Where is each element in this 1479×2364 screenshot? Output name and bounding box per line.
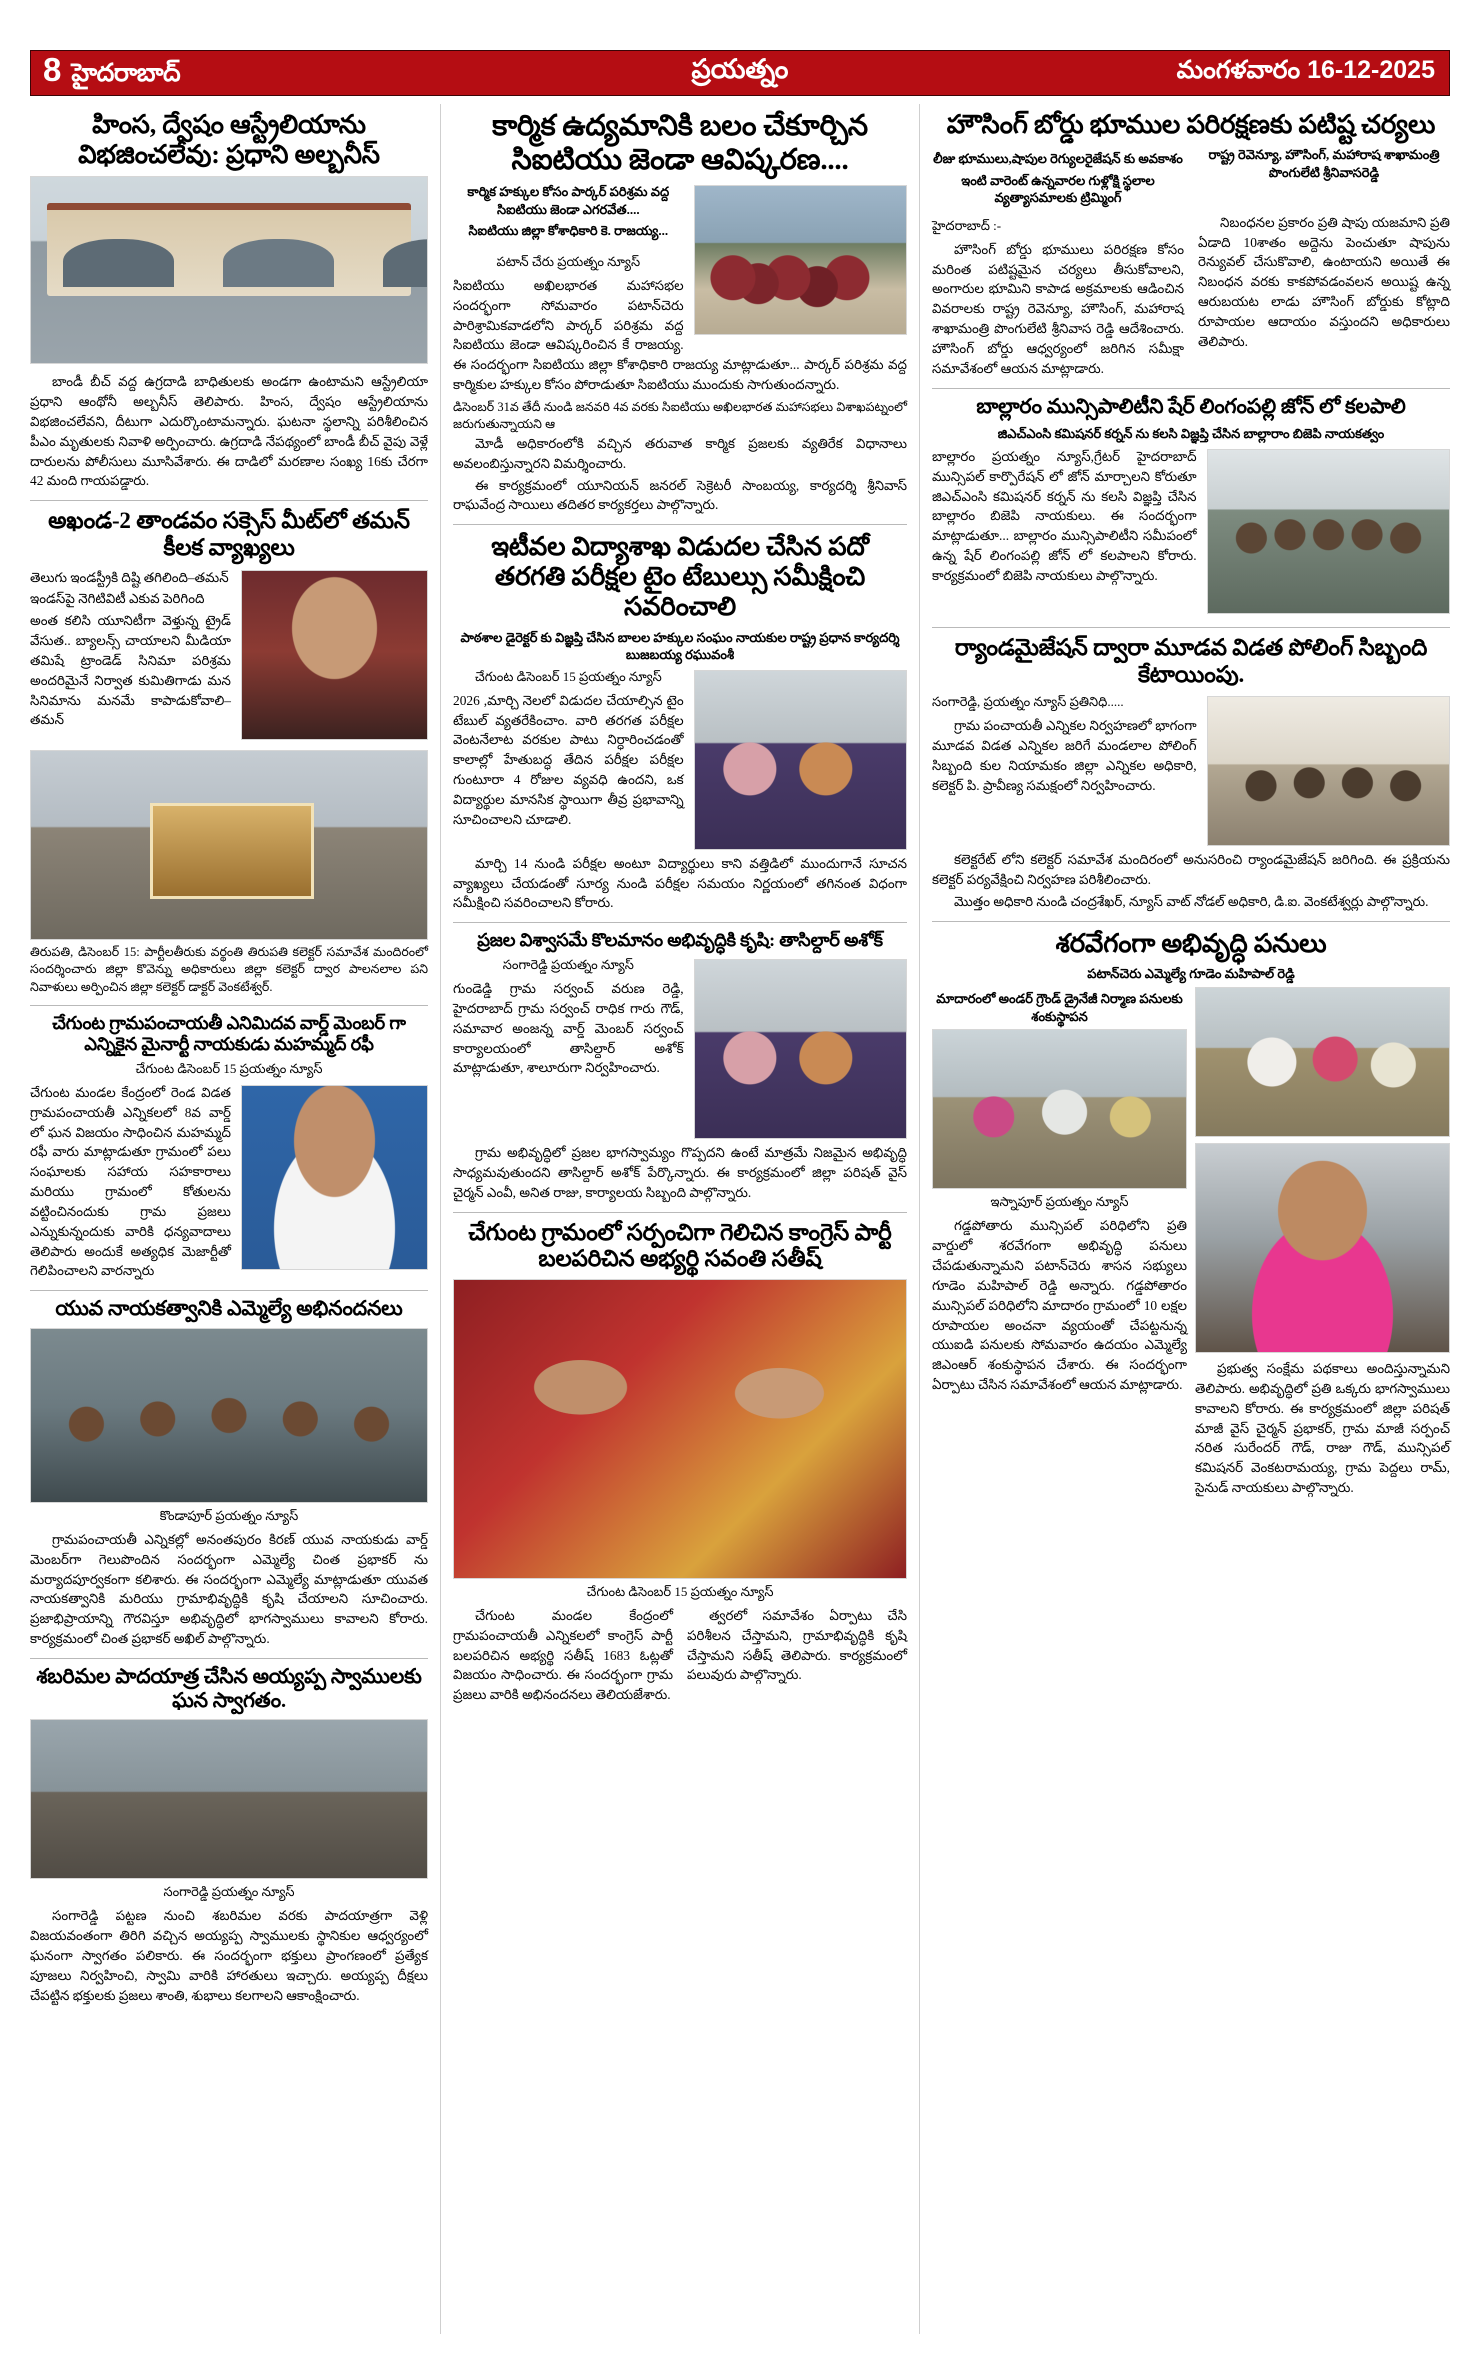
mohammad-rafi-photo bbox=[241, 1085, 428, 1270]
kicker-line-2: మాదారంలో అండర్ గ్రౌండ్ డ్రైనేజీ నిర్మాణ పనులకు శంకుస్థాపన bbox=[936, 991, 1183, 1025]
masthead-left bbox=[31, 50, 499, 94]
headline: బాల్లారం మున్సిపాలిటీని షేర్ లింగంపల్లి జోన్ లో కలపాలి bbox=[976, 395, 1406, 418]
sarpanch-couple-photo bbox=[453, 1279, 907, 1579]
officials-speaking-photo bbox=[694, 670, 907, 850]
article-body: హౌసింగ్ బోర్డు భూములు పరిరక్షణ కోసం మరింత పటిష్టమైన చర్యలు తీసుకోవాలని, అంగారుల భూమిని కాపాడ అక్రమాలకు ఆడించిన వివరాలకు రాష్ట్ర రెవెన్యూ, హౌసింగ్, మహారాష శాఖామంత్రి పొంగులేటి శ్రీనివాస రెడ్డి ఆదేశించారు. హౌసింగ్ బోర్డు ఆధ్వర్యంలో జరిగిన సమీక్షా సమావేశంలో ఆయన మాట్లాడారు. bbox=[932, 241, 1184, 376]
ayyappa-devotees-photo bbox=[30, 1719, 428, 1879]
article-body: అంత కలిసి యూనిటీగా వెళ్తున్న ట్రైడ్ వేసుత.. బ్యాలన్స్ చాయాలని మీడియా తమిషే ట్రాండెడ్ సినిమా పరిశ్రమ అందరిమైనే నిర్వాత కుమితిగాడు మన సినిమాను మనమే కాపాడుకోవాలి–తమన్ bbox=[30, 613, 231, 728]
bjp-leaders-meeting-photo bbox=[1207, 449, 1450, 614]
kicker-line-1: లీజు భూములు,షాపుల రెగ్యులరైజేషన్ కు అవకాశం bbox=[933, 151, 1183, 167]
kicker-line-3: రాష్ట్ర రెవెన్యూ, హౌసింగ్, మహారాష శాఖామంత్రి పొంగులేటి శ్రీనివాసరెడ్డి bbox=[1208, 147, 1440, 180]
divider bbox=[30, 1005, 428, 1006]
divider bbox=[30, 1290, 428, 1291]
article-citu-flag bbox=[453, 110, 907, 515]
article-rafi bbox=[30, 1013, 428, 1281]
article-body-2: నిబంధనల ప్రకారం ప్రతి షాపు యజమాని ప్రతి ఏడాది 10శాతం అద్దెను పెంచుతూ షాపును రెన్యువల్ చేసుకొవాలి, ఉంటాయని అయితే ఈ నిబంధన వరకు కాకపోవడంవలన అయిష్ట ఉన్న ఆరుబయట లాడు హౌసింగ్ బోర్డుకు కోట్లాది రూపాయల ఆదాయం వస్తుందని అధికారులు తెలిపారు. bbox=[1198, 214, 1450, 349]
column-right bbox=[920, 104, 1450, 2334]
date-line: మంగళవారం 16-12-2025 bbox=[1176, 55, 1435, 84]
headline: కార్మిక ఉద్యమానికి బలం చేకూర్చిన సిఐటియు జెండా ఆవిష్కరణ.... bbox=[492, 110, 868, 176]
byline: చేగుంట డిసెంబర్ 15 ప్రయత్నం న్యూస్ bbox=[586, 1583, 774, 1599]
headline: అఖండ-2 తాండవం సక్సెస్ మీట్‌లో తమన్ కీలక వ్యాఖ్యలు bbox=[48, 508, 410, 560]
article-body: గ్రామ పంచాయతీ ఎన్నికల నిర్వహణలో భాగంగా మూడవ విడత ఎన్నికల జరిగే మండలాల పోలింగ్ సిబ్బంది కుల నియామకం జిల్లా ఎన్నికల అధికారి, కలెక్టర్ పి. ప్రావీణ్య సమక్షంలో నిర్వహించారు. bbox=[932, 718, 1197, 793]
article-body: చేగుంట మండల కేంద్రంలో రెండ విడత గ్రామపంచాయతీ ఎన్నికలలో 8వ వార్డ్ లో ఘన విజయం సాధించిన మహమ్మద్ రఫీ వారు మాట్లాడుతూ గ్రామంలో పలు సంఘాలకు సహాయ సహకారాలు మరియు గ్రామంలో కోతులను వట్టించినందుకు గ్రామ ప్రజలు ఎన్నుకున్నందుకు వారికి ధన్యవాదాలు తెలిపారు అందుకే అత్యధిక మెజార్టీతో గెలిపించాలని వారన్నారు bbox=[30, 1084, 231, 1279]
bondi-pavilion-photo bbox=[30, 176, 428, 364]
polling-randomization-photo bbox=[1207, 696, 1450, 846]
article-youth-leader bbox=[30, 1298, 428, 1649]
article-body-flow bbox=[453, 1606, 907, 1705]
kicker-line-1: పాఠశాల డైరెక్టర్ కు విజ్ఞప్తి చేసిన బాలల హక్కుల సంఘం నాయకుల రాష్ట్ర ప్రధాన కార్యదర్శి బుజబయ్య రఘువంశీ bbox=[460, 629, 900, 663]
byline: పటాన్ చేరు ప్రయత్నం న్యూస్ bbox=[496, 253, 641, 269]
headline: యువ నాయకత్వానికి ఎమ్మెల్యే అభినందనలు bbox=[55, 1298, 403, 1321]
byline: కొండాపూర్ ప్రయత్నం న్యూస్ bbox=[159, 1507, 299, 1523]
page-columns bbox=[30, 104, 1450, 2334]
article-body-3: మొత్తం అధికారి నుండి చంద్రశేఖర్, న్యూస్ వాట్ నోడల్ అధికారి, డి.ఐ. వెంకటేశ్వర్లు పాల్గొన్నారు. bbox=[954, 893, 1429, 909]
kicker-line-2: సిఐటియు జిల్లా కోశాధికారి కె. రాజయ్య... bbox=[468, 223, 669, 239]
headline: చేగుంట గ్రామంలో సర్పంచిగా గెలిచిన కాంగ్రెస్ పార్టీ బలపరిచిన అభ్యర్థి సవంతి సతీష్ bbox=[468, 1219, 892, 1272]
article-body-2: ప్రభుత్వ సంక్షేమ పథకాలు అందిస్తున్నామని తెలిపారు. అభివృద్ధిలో ప్రతి ఒక్కరు భాగస్వాములు కావాలని కోరారు. ఈ కార్యక్రమంలో జిల్లా పరిషత్ మాజీ వైస్ చైర్మన్ ప్రభాకర్, గ్రామ మాజీ సర్పంచ్ నరిత సురేందర్ గౌడ్, రాజు గౌడ్, మున్సిపల్ కమిషనర్ వెంకటరామయ్య, గ్రామ పెద్దలు రామ్, సైనుడ్ నాయకులు పాల్గొన్నారు. bbox=[1195, 1361, 1450, 1496]
dev-photo-row bbox=[932, 987, 1450, 1498]
photo-caption: డిసెంబర్ 31వ తేదీ నుండి జనవరి 4వ వరకు సిఐటియు అఖిలభారత మహాసభలు విశాఖపట్నంలో జరుగుతున్నాయని ఆ bbox=[453, 399, 907, 432]
mla-address-photo bbox=[932, 1029, 1187, 1189]
article-body: గ్రామపంచాయతీ ఎన్నికల్లో అనంతపురం కిరణ్ యువ నాయకుడు వార్డ్ మెంబర్‌గా గెలుపొందిన సందర్భంగా ఎమ్మెల్యే చింత ప్రభాకర్ ను మర్యాదపూర్వకంగా కలిశారు. ఈ సందర్భంగా ఎమ్మెల్యే మాట్లాడుతూ యువత నాయకత్వానికి మరియు గ్రామాభివృద్ధికి కృషి చేయాలని సూచించారు. ప్రజాభిప్రాయాన్ని గౌరవిస్తూ అభివృద్ధిలో భాగస్వాములు కావాలని కోరారు. కార్యక్రమంలో చింత ప్రభాకర్ అఖిల్ పాల్గొన్నారు. bbox=[30, 1531, 428, 1647]
article-body: సంగారెడ్డి పట్టణ నుంచి శబరిమల వరకు పాదయాత్రగా వెళ్లి విజయవంతంగా తిరిగి వచ్చిన అయ్యప్ప స్వాములకు స్థానికుల ఆధ్వర్యంలో ఘనంగా స్వాగతం పలికారు. ఈ సందర్భంగా భక్తులు ప్రాంగణంలో ప్రత్యేక పూజలు నిర్వహించి, స్వామి వారికి హారతులు ఇచ్చారు. అయ్యప్ప దీక్షలు చేపట్టిన భక్తులకు ప్రజలు శాంతి, శుభాలు కలగాలని ఆకాంక్షించారు. bbox=[30, 1908, 428, 2003]
article-body: 2026 ,మార్చి నెలలో విడుదల చేయాల్సిన టైం టేబుల్ వ్యతరేకించాం. వారి తరగత పరీక్షల వెంటనేలాట వరకుల పాటు నిర్ధారించడంతో కాలాల్లో హేతుబద్ధ తేదిన పరీక్షల పరీక్షల గుంటూరా 4 రోజుల వ్యవధి ఉందని, ఒక విద్యార్థుల మానసిక స్థాయిగా తీవ్ర ప్రభావాన్ని సూచించాలని చూడాలి. bbox=[453, 692, 684, 827]
column-mid bbox=[440, 104, 920, 2334]
tahsildar-felicitation-photo bbox=[694, 959, 907, 1139]
article-body: చేగుంట మండల కేంద్రంలో గ్రామపంచాయతీ ఎన్నికలలో కాంగ్రెస్ పార్టీ బలపరిచిన అభ్యర్థి సతీష్ 1683 ఓట్లతో విజయం సాధించారు. ఈ సందర్భంగా గ్రామ ప్రజలు వారికి అభినందనలు తెలియజేశారు. bbox=[453, 1607, 673, 1703]
article-body: బాల్లారం ప్రయత్నం న్యూస్,గ్రేటర్ హైదరాబాద్ మున్సిపల్ కార్పొరేషన్ లో జోన్ మార్చాలని కోరుతూ జిఎచ్ఎంసి కమిషనర్ కర్నన్ ను కలసి విజ్ఞప్తి చేసిన బాల్లారం బిజెపి నాయకులు. ఈ సందర్భంగా మాట్లాడుతూ... బాల్లారం మున్సిపాలిటీని సమీపంలో ఉన్న షేర్ లింగంపల్లి జోన్ లో కలపాలని కోరారు. కార్యక్రమంలో బిజెపి నాయకులు పాల్గొన్నారు. bbox=[932, 448, 1197, 583]
kicker-line-1: పటాన్‌చెరు ఎమ్మెల్యే గూడెం మహిపాల్ రెడ్డి bbox=[1087, 965, 1295, 981]
byline: ఇస్నాపూర్ ప్రయత్నం న్యూస్ bbox=[990, 1194, 1129, 1210]
article-body-2: మార్చి 14 నుండి పరీక్షల అంటూ విద్యార్థులు కాని వత్తిడిలో ముందుగానే సూచన వ్యాఖ్యలు చేయడంతో సూర్య నుండి పరీక్షల సమయం నిర్ణయంలో తగినంత విధంగా సమీక్షించి సవరించాలని కోరారు. bbox=[453, 855, 907, 911]
divider bbox=[453, 922, 907, 923]
article-body-2: మోడీ అధికారంలోకి వచ్చిన తరువాత కార్మిక ప్రజలకు వ్యతిరేక విధానాలు అవలంబిస్తున్నారని విమర్శించారు. bbox=[453, 435, 907, 471]
divider bbox=[932, 388, 1450, 389]
paper-title: ప్రయత్నం bbox=[691, 54, 789, 84]
headline: ఇటీవల విద్యాశాఖ విడుదల చేసిన పదో తరగతి పరీక్షల టైం టేబుల్సు సమీక్షించి సవరించాలి bbox=[491, 532, 869, 622]
housing-body-flow bbox=[932, 213, 1450, 379]
byline: చేగుంట డిసెంబర్ 15 ప్రయత్నం న్యూస్ bbox=[474, 668, 662, 684]
headline: ర్యాండమైజేషన్ ద్వారా మూడవ విడత పోలింగ్ సిబ్బంది కేటాయింపు. bbox=[954, 634, 1428, 687]
article-body: గడ్డపోతారు మున్సిపల్ పరిధిలోని ప్రతి వార్డులో శరవేగంగా అభివృద్ధి పనులు చేపడుతున్నామని పటాన్‌చెరు శాసన సభ్యులు గూడెం మహిపాల్ రెడ్డి అన్నారు. గడ్డపోతారం మున్సిపల్ పరిధిలోని మాదారం గ్రామంలో 10 లక్షల రూపాయల అంచనా వ్యయంతో చేపట్టనున్న యుఐడి పనులకు సోమవారం ఉదయం ఎమ్మెల్యే జిఎంఆర్ శంకుస్థాపన చేశారు. ఈ సందర్భంగా ఏర్పాటు చేసిన సమావేశంలో ఆయన మాట్లాడారు. bbox=[932, 1218, 1187, 1393]
article-body: బాండీ బీచ్ వద్ద ఉగ్రదాడి బాధితులకు అండగా ఉంటామని ఆస్ట్రేలియా ప్రధాని ఆంథోనీ అల్బనీస్ తెలిపారు. హింస, ద్వేషం ఆస్ట్రేలియాను విభజించలేవని, దీటుగా ఎదుర్కొంటామన్నారు. ఘటనా స్థలాన్ని పరిశీలించిన పీఎం మృతులకు నివాళి అర్పించారు. ఉగ్రదాడి నేపథ్యంలో బాండీ బీచ్ వైపు వెళ్లే దారులను పోలీసులు మూసివేశారు. ఈ దాడిలో మరణాల సంఖ్య 16కు చేరగా 42 మంది గాయపడ్డారు. bbox=[30, 374, 428, 489]
kicker-line-2: ఇంటి వారెంట్ ఉన్నవారల గుళ్లోక్షి స్థలాల వ్యత్యాసమాలకు ట్రిమ్మింగ్ bbox=[961, 172, 1155, 206]
bhoomi-puja-photo bbox=[1195, 987, 1450, 1137]
mla-portrait-photo bbox=[1195, 1143, 1450, 1353]
article-tahsildar bbox=[453, 930, 907, 1202]
housing-kicker-flow bbox=[932, 146, 1450, 207]
kicker-line-1: కార్మిక హక్కుల కోసం పార్కర్ పరిశ్రమ వద్ద సిఐటియు జెండా ఎగరవేత.... bbox=[467, 184, 670, 217]
headline: ప్రజల విశ్వాసమే కొలమానం అభివృద్ధికి కృషి: తాసిల్దార్ అశోక్ bbox=[477, 930, 883, 951]
divider bbox=[932, 921, 1450, 922]
photo-caption: తిరుపతి, డిసెంబర్ 15: పార్టీలతీరుకు వర్థంతి తిరుపతి కలెక్టర్ సమావేశ మందిరంలో సందర్శించారు జిల్లా కొవెన్ను అధికారులు జిల్లా కలెక్టర్ ద్వార పాలనలాల పని నివాళులు అర్పించిన జిల్లా కలెక్టర్ డాక్టర్ వెంకటేశ్వర్. bbox=[30, 944, 428, 994]
article-sabarimala bbox=[30, 1666, 428, 2006]
meet-stage-photo bbox=[30, 750, 428, 940]
article-body: సిఐటియు అఖిలభారత మహాసభల సందర్భంగా సోమవారం పటాన్‌చెరు పారిశ్రామికవాడలోని పార్కర్ పరిశ్రమ వద్ద సిఐటియు జెండా ఆవిష్కరించిన కే రాజయ్య. ఈ సందర్భంగా సిఐటియు జిల్లా కోశాధికారి రాజయ్య మాట్లాడుతూ... పార్కర్ పరిశ్రమ వద్ద కార్మికుల హక్కుల కోసం పోరాడుతూ సిఐటియు ముందుకు సాగుతుందన్నారు. bbox=[453, 277, 907, 393]
byline: సంగారెడ్డి, ప్రయత్నం న్యూస్ ప్రతినిధి..... bbox=[932, 694, 1124, 710]
article-ballaram-zone bbox=[932, 396, 1450, 618]
article-housing-board bbox=[932, 110, 1450, 379]
article-kicker-2: ఇండస్‌పై నెగిటివిటీ ఎకువ పెరిగింది bbox=[30, 591, 205, 607]
article-body-3: ఈ కార్యక్రమంలో యూనియన్ జనరల్ సెక్రెటరీ సాంబయ్య, కార్యదర్శి శ్రీనివాస్ రాఘవేంద్ర సాయిలు తదితర కార్యకర్తలు పాల్గొన్నారు. bbox=[453, 477, 907, 513]
divider bbox=[30, 1658, 428, 1659]
citu-flag-photo bbox=[694, 185, 907, 335]
article-albanese bbox=[30, 110, 428, 491]
headline: హౌసింగ్ బోర్డు భూముల పరిరక్షణకు పటిష్ట చర్యలు bbox=[946, 110, 1436, 139]
byline: హైదరాబాద్ :- bbox=[932, 217, 1002, 233]
article-exam-timetable bbox=[453, 532, 907, 913]
article-body-2: కలెక్టరేట్ లోని కలెక్టర్ సమావేశ మందిరంలో అనుసరించి ర్యాండమైజేషన్ జరిగింది. ఈ ప్రక్రియను కలెక్టర్ పర్యవేక్షించి నిర్వహణ పరిశీలించారు. bbox=[932, 852, 1450, 888]
article-body-2: గ్రామ అభివృద్ధిలో ప్రజల భాగస్వామ్యం గొప్పదని ఉంటే మాత్రమే నిజమైన అభివృద్ధి సాధ్యమవుతుందని తాసిల్దార్ అశోక్ పేర్కొన్నారు. ఈ కార్యక్రమంలో జిల్లా పరిషత్ వైస్ చైర్మన్ ఎంవీ, అనిత రాజు, కార్యాలయ సిబ్బంది పాల్గొన్నారు. bbox=[453, 1145, 907, 1200]
divider bbox=[30, 500, 428, 501]
headline: శబరిమల పాదయాత్ర చేసిన అయ్యప్ప స్వాములకు ఘన స్వాగతం. bbox=[36, 1665, 422, 1712]
article-development-works bbox=[932, 929, 1450, 1498]
article-body-2: త్వరలో సమావేశం ఏర్పాటు చేసి పరిశీలన చేస్తామని, గ్రామాభివృద్ధికి కృషి చేస్తామని సతీష్ తెలిపారు. కార్యక్రమంలో పలువురు పాల్గొన్నారు. bbox=[687, 1607, 907, 1683]
byline: చేగుంట డిసెంబర్ 15 ప్రయత్నం న్యూస్ bbox=[135, 1060, 323, 1076]
article-kicker-1: తెలుగు ఇండస్ట్రీకి దిష్టి తగిలింది–తమన్ bbox=[30, 569, 229, 585]
divider bbox=[453, 1212, 907, 1213]
column-left bbox=[30, 104, 440, 2334]
divider bbox=[932, 627, 1450, 628]
masthead bbox=[30, 50, 1450, 96]
garland-group-photo bbox=[30, 1328, 428, 1503]
byline: సంగారెడ్డి ప్రయత్నం న్యూస్ bbox=[502, 957, 634, 973]
article-body: గుండెడ్డి గ్రామ సర్వంచ్ వరుణ రెడ్డి, హైదరాబాద్ గ్రామ సర్వంచ్ రాధిక గారు గౌడ్, సమావార అంజన్న వార్డ్ మెంబర్ సర్వంచ్ కార్యాలయంలో తాసిల్దార్ అశోక్ మాట్లాడుతూ, శాలూరుగా నిర్వహించారు. bbox=[453, 981, 684, 1076]
page-number: 8 bbox=[43, 50, 62, 88]
article-randomization bbox=[932, 635, 1450, 912]
edition-city: హైదరాబాద్ bbox=[71, 59, 181, 87]
article-sarpanch-satish bbox=[453, 1220, 907, 1705]
kicker: జిఎచ్ఎంసి కమిషనర్ కర్నన్ ను కలసి విజ్ఞప్తి చేసిన బాల్లారాం బిజెపి నాయకత్వం bbox=[997, 426, 1385, 442]
byline: సంగారెడ్డి ప్రయత్నం న్యూస్ bbox=[163, 1884, 295, 1900]
headline: శరవేగంగా అభివృద్ధి పనులు bbox=[1055, 928, 1327, 958]
headline: చేగుంట గ్రామపంచాయతీ ఎనిమిదవ వార్డ్ మెంబర్ గా ఎన్నికైన మైనార్టీ నాయకుడు మహమ్మద్ రఫీ bbox=[52, 1013, 406, 1054]
divider bbox=[453, 524, 907, 525]
headline: హింస, ద్వేషం ఆస్ట్రేలియాను విభజించలేవు: ప్రధాని అల్బనీస్ bbox=[78, 110, 380, 170]
article-akhanda2 bbox=[30, 508, 428, 996]
thaman-portrait-photo bbox=[241, 570, 428, 740]
